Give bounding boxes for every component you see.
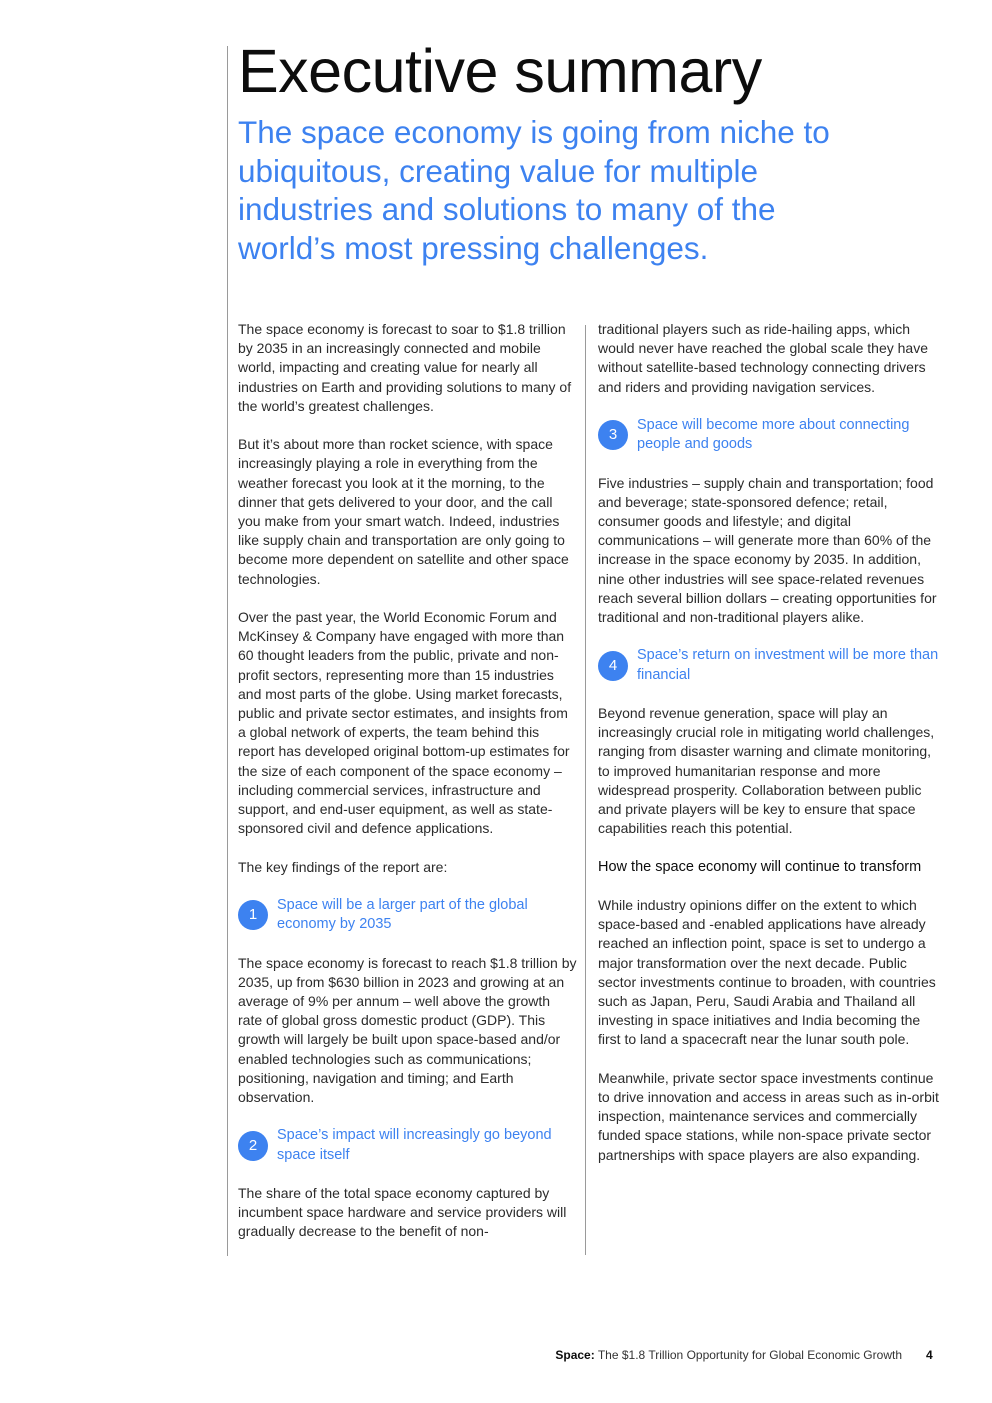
finding-number-badge: 1: [238, 900, 268, 930]
right-column: [598, 320, 940, 1184]
column-divider-rule: [585, 325, 586, 1255]
footer-caption: [555, 1348, 902, 1362]
left-column: [238, 320, 578, 1261]
finding-number-badge: 4: [598, 651, 628, 681]
paragraph: Beyond revenue generation, space will play an increasingly crucial role in mitigating world challenges, ranging from disaster warning and climate monitoring, to improved humanitarian response and more widespread prosperity. Collaboration between public and private players will be key to ensure that space capabilities reach this potential.: [598, 705, 935, 837]
paragraph: The space economy is forecast to reach $1.8 trillion by 2035, up from $630 billion in 2023 and growing at an average of 9% per annum – well above the growth rate of global gross domestic product (GDP). This growth will largely be built upon space-based and/or enabled technologies such as communications; positioning, navigation and timing; and Earth observation.: [238, 954, 577, 1106]
paragraph: Five industries – supply chain and transportation; food and beverage; state-sponsored defence; retail, consumer goods and lifestyle; and digital communications – will generate more than 60% of the increase in the space economy by 2035. In addition, nine other industries will see space-related revenues reach several billion dollars – creating opportunities for traditional and non-traditional players alike.: [598, 474, 937, 626]
finding-title: Space will be a larger part of the global economy by 2035: [277, 897, 528, 933]
finding-number-badge: 3: [598, 420, 628, 450]
paragraph: The space economy is forecast to soar to $1.8 trillion by 2035 in an increasingly connected and mobile world, impacting and creating value for nearly all industries on Earth and providing solutions to many of the world’s greatest challenges.: [238, 321, 572, 414]
paragraph: While industry opinions differ on the extent to which space-based and -enabled applications have already reached an inflection point, space is set to undergo a major transformation over the next decade. Public sector investments continue to broaden, with countries such as Japan, Peru, Saudi Arabia and Thailand all investing in space initiatives and India becoming the first to land a spacecraft near the lunar south pole.: [598, 897, 936, 1048]
paragraph: But it’s about more than rocket science, with space increasingly playing a role in everything from the weather forecast you look at it the morning, to the dinner that gets delivered to your door, and the call you make from your smart watch. Indeed, industries like supply chain and transportation are only going to become more dependent on satellite and other space technologies.: [238, 436, 569, 587]
page-number: 4: [926, 1348, 933, 1362]
paragraph: Over the past year, the World Economic Forum and McKinsey & Company have engaged with more than 60 thought leaders from the public, private and non-profit sectors, representing more than 15 industries and most parts of the globe. Using market forecasts, public and private sector estimates, and insights from a global network of experts, the team behind this report has developed original bottom-up estimates for the size of each component of the space economy – including commercial services, infrastructure and support, and end-user equipment, as well as state-sponsored civil and defence applications.: [238, 609, 570, 837]
finding-2: [238, 1126, 578, 1164]
section-subheading: How the space economy will continue to transform: [598, 858, 922, 875]
page-subtitle: The space economy is going from niche to ubiquitous, creating value for multiple industries and solutions to many of the world’s most pressing challenges.: [238, 114, 830, 266]
paragraph: Meanwhile, private sector space investments continue to drive innovation and access in areas such as in-orbit inspection, maintenance services and commercially funded space stations, while non-space private sector partnerships with space players are also expanding.: [598, 1069, 939, 1163]
finding-title: Space’s return on investment will be more than financial: [637, 647, 939, 683]
finding-title: Space’s impact will increasingly go beyond space itself: [277, 1127, 552, 1163]
footer-text: The $1.8 Trillion Opportunity for Global Economic Growth: [594, 1348, 902, 1362]
finding-1: [238, 896, 578, 934]
footer-bold-label: Space:: [555, 1348, 595, 1362]
finding-title: Space will become more about connecting people and goods: [637, 417, 910, 453]
vertical-rule-left: [227, 46, 228, 1256]
finding-3: [598, 416, 940, 454]
finding-number-badge: 2: [238, 1131, 268, 1161]
paragraph: traditional players such as ride-hailing apps, which would never have reached the global scale they have without satellite-based technology connecting drivers and riders and providing navigation services.: [598, 321, 928, 395]
page-title: Executive summary: [238, 37, 762, 105]
paragraph: The share of the total space economy captured by incumbent space hardware and service providers will gradually decrease to the benefit of non-: [238, 1185, 567, 1240]
finding-4: [598, 646, 940, 684]
paragraph: The key findings of the report are:: [238, 858, 448, 875]
